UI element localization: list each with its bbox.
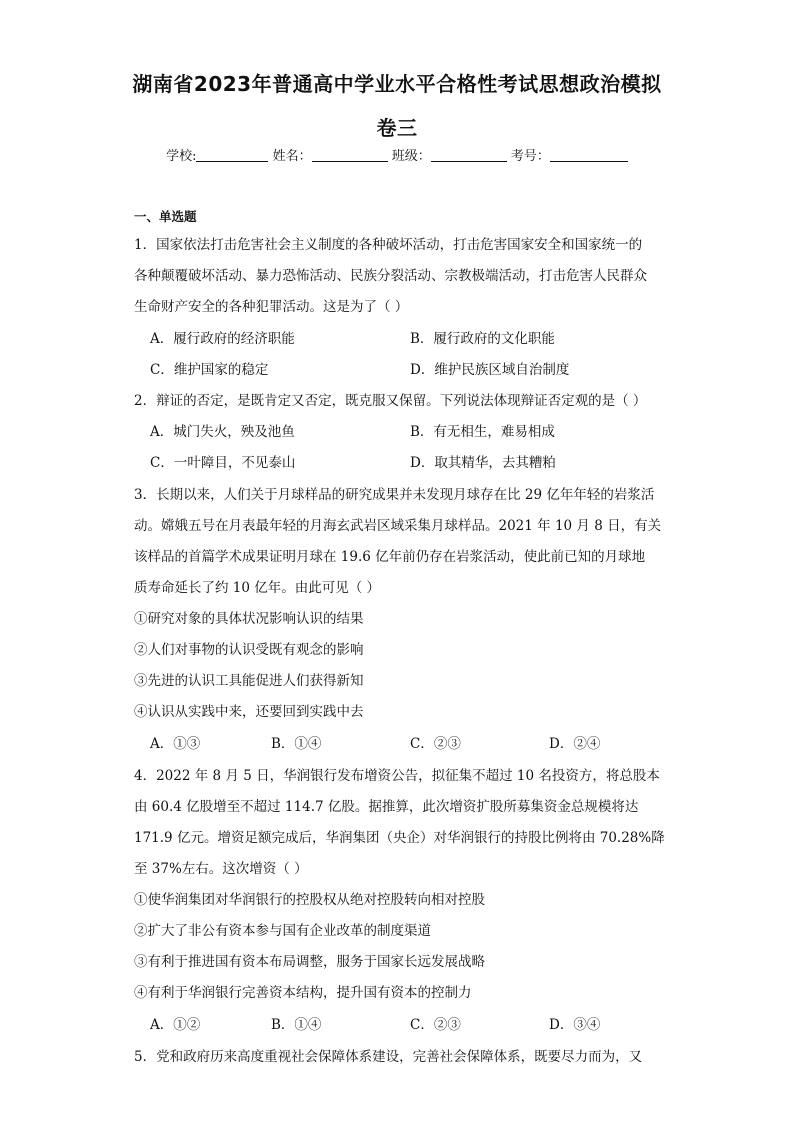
class-label: 班级： [391, 149, 431, 164]
question-3-text: 3．长期以来，人们关于月球样品的研究成果并未发现月球存在比 29 亿年年轻的岩浆活 [134, 487, 655, 503]
name-label: 姓名： [272, 149, 312, 164]
question-4-statement: ④有利于华润银行完善资本结构，提升国有资本的控制力 [134, 985, 472, 1001]
question-2-text: 2．辩证的否定，是既肯定又否定，既克服又保留。下列说法体现辩证否定观的是（ ） [134, 393, 647, 409]
question-3-statement: ④认识从实践中来，还要回到实践中去 [134, 704, 364, 720]
question-4-statement: ②扩大了非公有资本参与国有企业改革的制度渠道 [134, 923, 431, 939]
school-blank[interactable] [196, 147, 268, 162]
number-label: 考号： [510, 149, 550, 164]
question-1-text: 生命财产安全的各种犯罪活动。这是为了（ ） [134, 299, 409, 315]
name-blank[interactable] [312, 147, 388, 162]
question-5-text: 5．党和政府历来高度重视社会保障体系建设，完善社会保障体系，既要尽力而为，又 [134, 1049, 643, 1065]
school-label: 学校: [166, 149, 197, 164]
question-2-option-d[interactable]: D．取其精华，去其糟粕 [410, 455, 556, 471]
question-3-text: 动。嫦娥五号在月表最年轻的月海玄武岩区域采集月球样品。2021 年 10 月 8 日，有关 [134, 518, 662, 534]
question-1-option-d[interactable]: D．维护民族区域自治制度 [410, 362, 570, 378]
section-title: 一、单选题 [134, 209, 197, 224]
question-3-option-a[interactable]: A．①③ [150, 736, 201, 752]
question-4-statement: ①使华润集团对华润银行的控股权从绝对控股转向相对控股 [134, 892, 485, 908]
question-4-text: 4．2022 年 8 月 5 日，华润银行发布增资公告，拟征集不超过 10 名投资方，将总股本 [134, 768, 660, 784]
question-1-option-b[interactable]: B．履行政府的文化职能 [410, 331, 555, 347]
class-blank[interactable] [431, 147, 507, 162]
question-3-statement: ③先进的认识工具能促进人们获得新知 [134, 673, 364, 689]
page-title-continued: 卷三 [376, 116, 418, 140]
question-1-text: 各种颠覆破坏活动、暴力恐怖活动、民族分裂活动、宗教极端活动，打击危害人民群众 [134, 268, 647, 284]
question-4-option-a[interactable]: A．①② [150, 1017, 201, 1033]
question-3-statement: ②人们对事物的认识受既有观念的影响 [134, 642, 364, 658]
number-blank[interactable] [550, 147, 628, 162]
question-2-option-c[interactable]: C．一叶障目，不见泰山 [150, 455, 296, 471]
question-3-text: 质寿命延长了约 10 亿年。由此可见（ ） [134, 580, 381, 596]
question-3-text: 该样品的首篇学术成果证明月球在 19.6 亿年前仍存在岩浆活动，使此前已知的月球地 [134, 549, 646, 565]
question-1-text: 1．国家依法打击危害社会主义制度的各种破坏活动，打击危害国家安全和国家统一的 [134, 237, 643, 253]
question-2-option-a[interactable]: A．城门失火，殃及池鱼 [150, 424, 295, 440]
question-3-statement: ①研究对象的具体状况影响认识的结果 [134, 611, 364, 627]
question-3-option-b[interactable]: B．①④ [271, 736, 322, 752]
page-title: 湖南省2023年普通高中学业水平合格性考试思想政治模拟 [132, 72, 662, 96]
question-4-text: 171.9 亿元。增资足额完成后，华润集团（央企）对华润银行的持股比例将由 70.28%降 [134, 830, 665, 846]
student-info-row [0, 145, 794, 164]
question-3-option-c[interactable]: C．②③ [410, 736, 461, 752]
question-1-option-c[interactable]: C．维护国家的稳定 [150, 362, 269, 378]
question-3-option-d[interactable]: D．②④ [549, 736, 601, 752]
question-4-option-b[interactable]: B．①④ [271, 1017, 322, 1033]
question-4-option-c[interactable]: C．②③ [410, 1017, 461, 1033]
question-4-statement: ③有利于推进国有资本布局调整，服务于国家长远发展战略 [134, 954, 485, 970]
question-4-text: 由 60.4 亿股增至不超过 114.7 亿股。据推算，此次增资扩股所募集资金总规模将达 [134, 799, 639, 815]
question-1-option-a[interactable]: A．履行政府的经济职能 [150, 331, 295, 347]
question-2-option-b[interactable]: B．有无相生，难易相成 [410, 424, 555, 440]
question-4-text: 至 37%左右。这次增资（ ） [134, 861, 308, 877]
question-4-option-d[interactable]: D．③④ [549, 1017, 601, 1033]
